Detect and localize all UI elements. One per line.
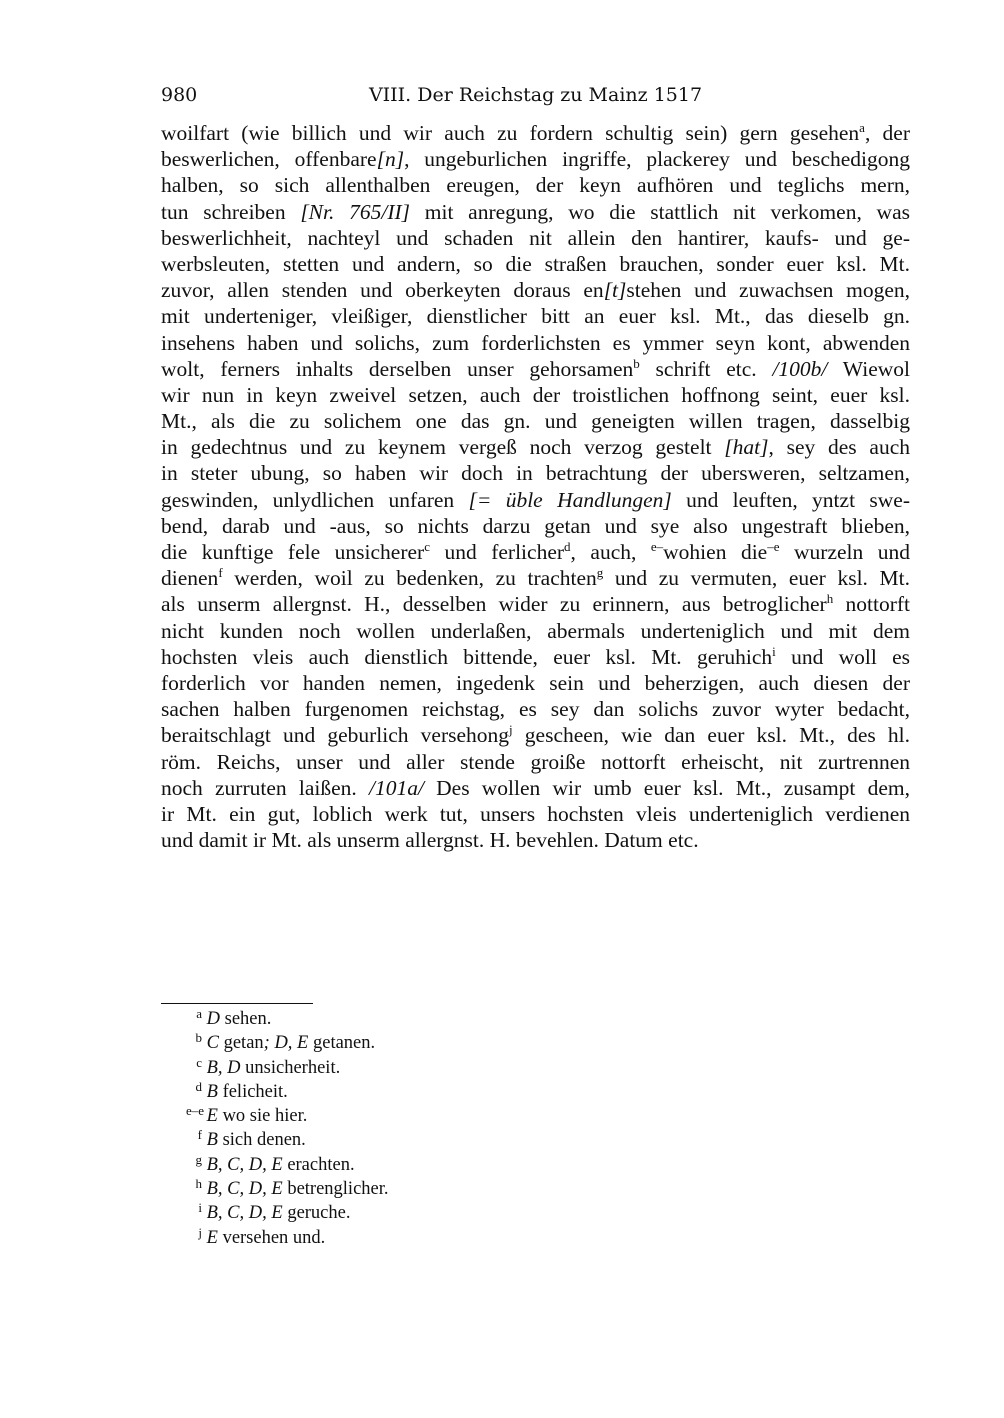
text-line: zuvor, allen stenden und oberkeyten doraus en[t]stehen und zuwachsen mogen,	[161, 278, 910, 303]
footnote-apparatus	[186, 1007, 786, 1250]
editorial-gloss: [= üble Handlungen]	[468, 487, 672, 512]
footnote-ref: g	[596, 565, 604, 581]
folio-marker: /100b/	[772, 356, 828, 381]
text-line: beraitschlagt und geburlich versehong$^j$ gescheen, wie dan euer ksl. Mt., des hl.	[161, 722, 910, 748]
text-line: Mt., als die zu solichem one das gn. und geneigten willen tragen, dasselbig	[161, 409, 910, 434]
footnote: b C getan; D, E getanen.	[195, 1030, 376, 1054]
running-header	[161, 80, 910, 110]
text-line: insehens haben und solichs, zum forderlichsten es ymmer seyn kont, abwenden	[161, 330, 910, 355]
folio-marker: /101a/	[368, 775, 424, 800]
text-line: in steter ubung, so haben wir doch in betrachtung der ubersweren, seltzamen,	[161, 461, 910, 486]
footnote-separator	[161, 1003, 313, 1004]
text-line: wolt, ferners inhalts derselben unser gehorsamen$^b$ schrift etc. /100b/ Wiewol	[161, 355, 910, 381]
text-line: woilfart (wie billich und wir auch zu fordern schultig sein) gern gesehen$^a$, der	[161, 120, 910, 145]
text-line: forderlich vor handen nemen, ingedenk sein und beherzigen, auch diesen der	[161, 670, 910, 695]
text-line: tun schreiben [Nr. 765/II] mit anregung, wo die stattlich nit verkomen, was	[161, 199, 910, 224]
editorial-insertion: [Nr. 765/II]	[300, 199, 411, 224]
footnote-ref: a	[859, 120, 865, 135]
editorial-insertion: [t]	[603, 278, 627, 303]
text-line: die kunftige fele unsicherer$^c$ und ferlicher$^d$, auch, $^{e-}$wohien die$^{-e}$ wurzeln und	[161, 539, 910, 564]
footnote-ref: c	[424, 539, 430, 554]
footnote-ref: d	[564, 539, 571, 554]
text-line: in gedechtnus und zu keynem vergeß noch verzog gestelt [hat], sey des auch	[161, 435, 910, 460]
footnote: i B, C, D, E geruche.	[198, 1200, 351, 1224]
text-line: nicht kunden noch wollen underlaßen, abermals underteniglich und mit dem	[161, 618, 910, 643]
text-line: bend, darab und -aus, so nichts darzu getan und sye also ungestraft blieben,	[161, 513, 910, 538]
text-line: beswerlichheit, nachteyl und schaden nit allein den hantirer, kaufs- und ge-	[161, 225, 910, 250]
footnote-ref: –e	[767, 539, 780, 554]
editorial-insertion: [n]	[376, 147, 405, 172]
main-text	[161, 120, 910, 853]
text-line: als unserm allergnst. H., desselben wider zu erinnern, aus betroglicher$^h$ nottorft	[161, 591, 910, 617]
text-line: geswinden, unlydlichen unfaren [= üble Handlungen] und leuften, yntzt swe-	[161, 487, 910, 512]
footnote-ref: i	[772, 643, 776, 659]
footnote: g B, C, D, E erachten.	[195, 1151, 355, 1175]
text-line: mit underteniger, vleißiger, dienstlicher bitt an euer ksl. Mt., das dieselb gn.	[161, 304, 910, 329]
footnote-ref: b	[633, 355, 640, 371]
page-number: 980	[161, 84, 198, 106]
footnote: j E versehen und.	[198, 1224, 326, 1248]
footnote-ref: j	[509, 722, 513, 738]
text-line: halben, so sich allenthalben ereugen, der keyn aufhören und teglichs mern,	[161, 173, 910, 198]
footnote: d B felicheit.	[195, 1078, 288, 1102]
footnote-ref: h	[826, 591, 834, 607]
footnote-ref: f	[218, 565, 223, 581]
text-line: noch zurruten laißen. /101a/ Des wollen wir umb euer ksl. Mt., zusampt dem,	[161, 775, 910, 800]
text-line: ir Mt. ein gut, loblich werk tut, unsers hochsten vleis underteniglich verdienen	[161, 801, 910, 826]
footnote: h B, C, D, E betrenglicher.	[195, 1176, 389, 1200]
text-line: wir nun in keyn zweivel setzen, auch der troistlichen hoffnong seint, euer ksl.	[161, 382, 910, 407]
text-line: röm. Reichs, unser und aller stende groiße nottorft erheischt, nit zurtrennen	[161, 749, 910, 774]
running-title: VIII. Der Reichstag zu Mainz 1517	[368, 84, 703, 106]
text-line: und damit ir Mt. als unserm allergnst. H. bevehlen. Datum etc.	[161, 828, 699, 853]
text-line: sachen halben furgenomen reichstag, es sey dan solichs zuvor wyter bedacht,	[161, 697, 910, 722]
footnote-ref: e–	[650, 539, 664, 554]
text-line: werbsleuten, stetten und andern, so die straßen brauchen, sonder euer ksl. Mt.	[161, 251, 910, 276]
text-line: hochsten vleis auch dienstlich bittende, euer ksl. Mt. geruhich$^i$ und woll es	[161, 643, 910, 669]
footnote: c B, D unsicherheit.	[196, 1054, 341, 1078]
text-line: dienen$^f$ werden, woil zu bedenken, zu trachten$^g$ und zu vermuten, euer ksl. Mt.	[161, 565, 910, 591]
footnote: f B sich denen.	[197, 1127, 306, 1151]
footnote: a D sehen.	[196, 1006, 272, 1029]
editorial-insertion: [hat]	[724, 435, 769, 460]
text-line: beswerlichen, offenbare[n], ungeburlichen ingriffe, plackerey und beschedigong	[161, 147, 911, 172]
footnote: e–e E wo sie hier.	[186, 1103, 308, 1127]
